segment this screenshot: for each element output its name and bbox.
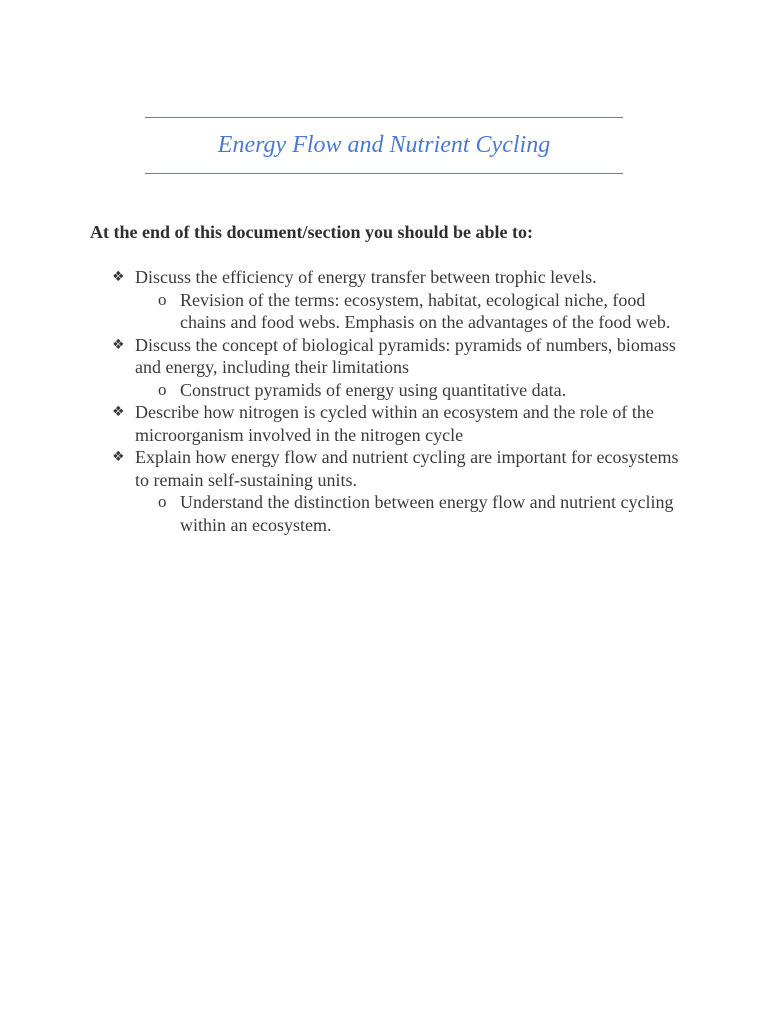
outcome-text: Discuss the efficiency of energy transfer between trophic levels.	[135, 267, 597, 287]
outcome-item	[112, 334, 682, 379]
title-bottom-rule	[145, 173, 623, 174]
outcome-item	[112, 401, 682, 446]
circle-bullet-icon: o	[158, 289, 167, 309]
outcome-item	[112, 446, 682, 491]
outcome-subitem	[112, 289, 682, 334]
learning-outcomes-heading: At the end of this document/section you should be able to:	[90, 222, 534, 242]
diamond-bullet-icon: ❖	[112, 449, 125, 465]
outcome-subitem-text: Understand the distinction between energy flow and nutrient cycling within an ecosystem.	[180, 492, 674, 535]
title-top-rule	[145, 117, 623, 118]
diamond-bullet-icon: ❖	[112, 269, 125, 285]
outcome-text: Explain how energy flow and nutrient cycling are important for ecosystems to remain self-sustaining units.	[135, 447, 679, 490]
outcome-text: Discuss the concept of biological pyramids: pyramids of numbers, biomass and energy, including their limitations	[135, 334, 676, 377]
document-title: Energy Flow and Nutrient Cycling	[217, 132, 551, 158]
diamond-bullet-icon: ❖	[112, 336, 125, 353]
outcome-subitem	[112, 379, 682, 402]
outcome-item	[112, 266, 682, 289]
circle-bullet-icon: o	[158, 492, 167, 511]
learning-outcomes-list	[112, 266, 682, 536]
circle-bullet-icon: o	[158, 379, 167, 399]
title-block	[145, 117, 623, 173]
outcome-subitem	[112, 491, 682, 536]
diamond-bullet-icon: ❖	[112, 404, 125, 420]
outcome-subitem-text: Revision of the terms: ecosystem, habitat, ecological niche, food chains and food webs. Emphasis on the advantages of the food web.	[180, 289, 671, 332]
outcome-text: Describe how nitrogen is cycled within an ecosystem and the role of the microorganism involved in the nitrogen cycle	[135, 402, 654, 445]
outcome-subitem-text: Construct pyramids of energy using quantitative data.	[180, 379, 567, 400]
